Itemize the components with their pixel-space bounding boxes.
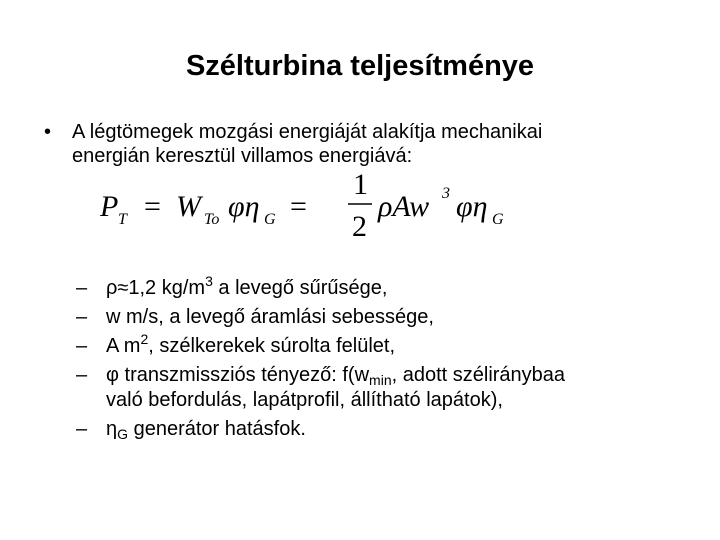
formula-denominator: 2	[352, 210, 367, 243]
formula-w-sub: To	[204, 211, 220, 228]
list-dash: –	[76, 335, 88, 357]
list-item	[76, 305, 676, 330]
item-symbol: ρ	[106, 277, 118, 299]
item-text-b: a levegő sűrűsége,	[212, 277, 388, 299]
item-text-b: , szélkerekek súrolta felület,	[148, 335, 396, 357]
item-symbol: A	[106, 335, 119, 357]
item-text-a: m	[118, 335, 141, 357]
formula-lhs-sub: T	[118, 211, 127, 228]
list-item	[76, 331, 676, 359]
bullet-text-line2: energián keresztül villamos energiává:	[72, 145, 413, 167]
formula-numerator: 1	[353, 168, 368, 201]
item-sub: min	[369, 372, 392, 388]
item-text-a: m/s, a levegő áramlási sebessége,	[120, 306, 434, 328]
formula-phi-eta: φη	[228, 190, 260, 223]
formula-eq1: =	[144, 190, 161, 223]
bullet-marker: •	[44, 121, 52, 143]
bullet-text-line1: A légtömegek mozgási energiáját alakítja mechanikai	[72, 121, 543, 143]
item-sub: G	[117, 426, 129, 442]
power-formula	[100, 164, 540, 244]
item-sup: 2	[140, 331, 149, 347]
formula-w: W	[176, 190, 201, 223]
list-dash: –	[76, 306, 88, 328]
list-item	[76, 273, 676, 301]
variable-list	[76, 273, 676, 446]
list-dash: –	[76, 277, 88, 299]
item-symbol: φ	[106, 364, 119, 386]
formula-rhs-tail: φη	[456, 190, 488, 223]
formula-lhs: P	[100, 190, 119, 223]
item-text-line2: való befordulás, lapátprofil, állítható lapátok),	[106, 389, 503, 411]
item-sup: 3	[205, 273, 213, 289]
item-text-b: , adott széliránybaa	[391, 364, 566, 386]
list-item	[76, 417, 676, 442]
bullet-text	[72, 120, 672, 168]
formula-rhs: ρAw	[378, 190, 430, 223]
formula-rhs-sup: 3	[442, 185, 450, 202]
list-dash: –	[76, 364, 88, 386]
item-text-a: transzmissziós tényező: f(w	[118, 364, 370, 386]
item-symbol: w	[106, 306, 121, 328]
formula-eq2: =	[290, 190, 307, 223]
list-item	[76, 363, 676, 413]
formula-g-sub: G	[264, 211, 276, 228]
item-symbol: η	[106, 418, 118, 440]
formula-rhs-sub: G	[492, 211, 504, 228]
item-text-a: ≈1,2 kg/m	[117, 277, 206, 299]
slide-title: Szélturbina teljesítménye	[185, 50, 535, 82]
item-text-b: generátor hatásfok.	[128, 418, 306, 440]
list-dash: –	[76, 418, 88, 440]
